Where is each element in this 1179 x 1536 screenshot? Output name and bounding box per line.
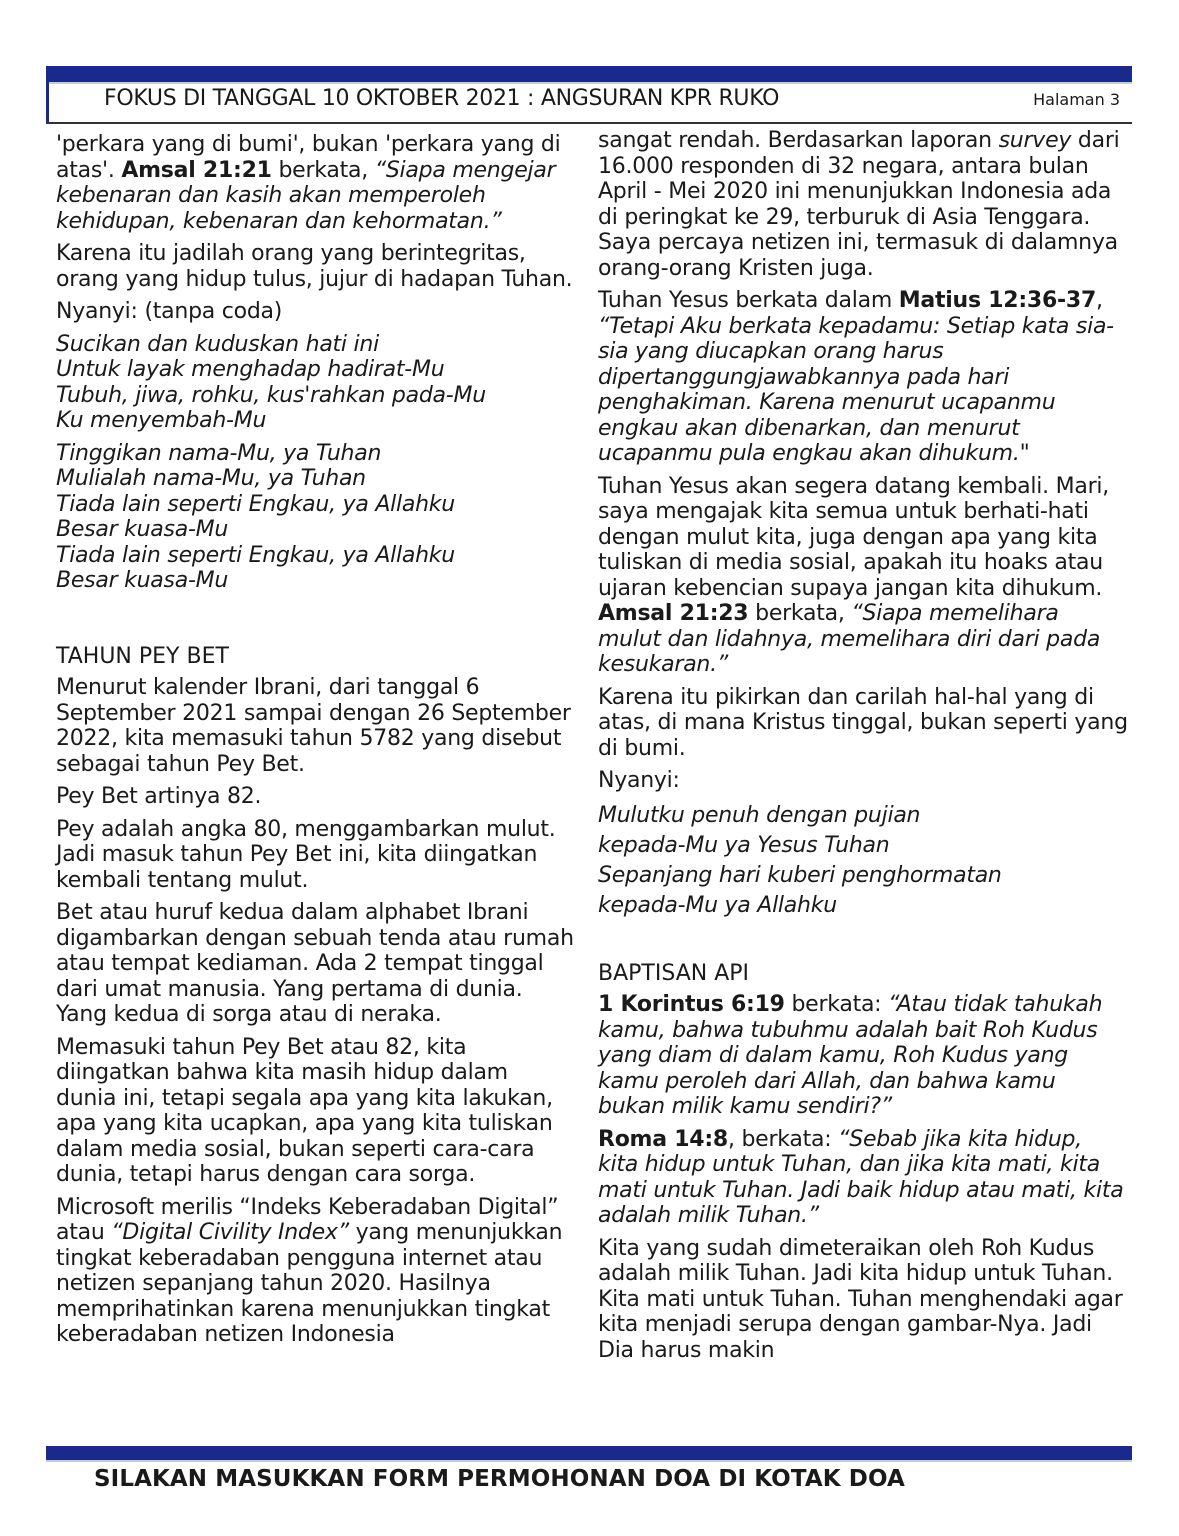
paragraph: Microsoft merilis “Indeks Keberadaban Digital” atau “Digital Civility Index” yang menunjukkan tingkat keberadaban pengguna internet atau netizen sepanjang tahun 2020. Hasilnya memprihatinkan karena menunjukkan tingkat keberadaban netizen Indonesia [56, 1194, 563, 1347]
header-rule [46, 122, 1132, 124]
song-line: kepada-Mu ya Allahku [598, 892, 837, 918]
paragraph: Menurut kalender Ibrani, dari tanggal 6 September 2021 sampai dengan 26 September 2022, kita memasuki tahun 5782 yang disebut sebagai tahun Pey Bet. [56, 675, 571, 777]
paragraph: 'perkara yang di bumi', bukan 'perkara yang di atas'. Amsal 21:21 berkata, “Siapa mengejar kebenaran dan kasih akan memperoleh kehidupan, kebenaran dan kehormatan.” [56, 132, 561, 234]
scripture-quote: “Atau tidak tahukah kamu, bahwa tubuhmu adalah bait Roh Kudus yang diam di dalam kamu, Roh Kudus yang kamu peroleh dari Allah, dan bahwa kamu bukan milik kamu sendiri?” [598, 992, 1103, 1119]
song-line: Tiada lain seperti Engkau, ya Allahku [56, 491, 455, 517]
page-header [46, 86, 1132, 120]
song-line: Sepanjang hari kuberi penghormatan [598, 862, 1002, 888]
song-verse [56, 332, 574, 434]
paragraph: Memasuki tahun Pey Bet atau 82, kita diingatkan bahwa kita masih hidup dalam dunia ini, tetapi segala apa yang kita lakukan, apa yang kita ucapkan, apa yang kita tuliskan dalam media sosial, bukan seperti cara-cara dunia, tetapi harus dengan cara sorga. [56, 1034, 553, 1187]
scripture-reference: Amsal 21:23 [598, 601, 749, 626]
paragraph: Pey Bet artinya 82. [56, 784, 262, 809]
paragraph: Tuhan Yesus berkata dalam Matius 12:36-37, “Tetapi Aku berkata kepadamu: Setiap kata sia-sia yang diucapkan orang harus dipertanggungjawabkannya pada hari penghakiman. Karena menurut ucapanmu engkau akan dibenarkan, dan menurut ucapanmu pula engkau akan dihukum." [598, 288, 1114, 466]
paragraph: Pey adalah angka 80, menggambarkan mulut. Jadi masuk tahun Pey Bet ini, kita diingatkan kembali tentang mulut. [56, 816, 556, 893]
scripture-reference: 1 Korintus 6:19 [598, 992, 785, 1017]
header-top-bar [46, 66, 1132, 82]
scripture-quote: “Siapa memelihara mulut dan lidahnya, memelihara diri dari pada kesukaran.” [598, 601, 1101, 677]
song-line: Mulutku penuh dengan pujian [598, 802, 921, 828]
footer-bar-shadow [46, 1460, 1132, 1462]
paragraph: Karena itu pikirkan dan carilah hal-hal yang di atas, di mana Kristus tinggal, bukan seperti yang di bumi. [598, 684, 1128, 761]
page-number: Halaman 3 [1033, 90, 1120, 109]
left-column [56, 132, 574, 1348]
song-line: Sucikan dan kuduskan hati ini [56, 331, 379, 357]
scripture-reference: Amsal 21:21 [121, 157, 272, 183]
song-line: Untuk layak menghadap hadirat-Mu [56, 357, 445, 382]
scripture-quote: “Sebab jika kita hidup, kita hidup untuk Tuhan, dan jika kita mati, kita mati untuk Tuhan. Jadi baik hidup atau mati, kita adalah milik Tuhan.” [598, 1126, 1124, 1228]
paragraph: Karena itu jadilah orang yang berintegritas, orang yang hidup tulus, jujur di hadapan Tuhan. [56, 241, 573, 292]
paragraph: Bet atau huruf kedua dalam alphabet Ibrani digambarkan dengan sebuah tenda atau rumah atau tempat kediaman. Ada 2 tempat tinggal dari umat manusia. Yang pertama di dunia. Yang kedua di sorga atau di neraka. [56, 900, 574, 1027]
scripture-quote: “Tetapi Aku berkata kepadamu: Setiap kata sia-sia yang diucapkan orang harus dipertanggungjawabkannya pada hari penghakiman. Karena menurut ucapanmu engkau akan dibenarkan, dan menurut ucapanmu pula engkau akan dihukum." [598, 313, 1114, 466]
footer-notice: SILAKAN MASUKKAN FORM PERMOHONAN DOA DI KOTAK DOA [94, 1466, 905, 1492]
song-line: Mulialah nama-Mu, ya Tuhan [56, 466, 366, 491]
song-line: Ku menyembah-Mu [56, 408, 267, 433]
song-line: Besar kuasa-Mu [56, 517, 229, 542]
section-heading: TAHUN PEY BET [56, 643, 229, 669]
right-column [598, 128, 1128, 1363]
scripture-quote: “Siapa mengejar kebenaran dan kasih akan memperoleh kehidupan, kebenaran dan kehormatan.” [56, 157, 556, 234]
song-line: kepada-Mu ya Yesus Tuhan [598, 832, 890, 858]
song-line: Tiada lain seperti Engkau, ya Allahku [56, 542, 455, 568]
scripture-reference: Roma 14:8 [598, 1126, 728, 1152]
paragraph: Roma 14:8, berkata: “Sebab jika kita hidup, kita hidup untuk Tuhan, dan jika kita mati, kita mati untuk Tuhan. Jadi baik hidup atau mati, kita adalah milik Tuhan.” [598, 1126, 1124, 1228]
header-title: FOKUS DI TANGGAL 10 OKTOBER 2021 : ANGSURAN KPR RUKO [104, 86, 780, 111]
paragraph: sangat rendah. Berdasarkan laporan survey dari 16.000 responden di 32 negara, antara bulan April - Mei 2020 ini menunjukkan Indonesia ada di peringkat ke 29, terburuk di Asia Tenggara. Saya percaya netizen ini, termasuk di dalamnya orang-orang Kristen juga. [598, 128, 1120, 281]
paragraph: Kita yang sudah dimeteraikan oleh Roh Kudus adalah milik Tuhan. Jadi kita hidup untuk Tuhan. Kita mati untuk Tuhan. Tuhan menghendaki agar kita menjadi serupa dengan gambar-Nya. Jadi Dia harus makin [598, 1235, 1123, 1363]
footer-bar [46, 1446, 1132, 1460]
paragraph: 1 Korintus 6:19 berkata: “Atau tidak tahukah kamu, bahwa tubuhmu adalah bait Roh Kudus yang diam di dalam kamu, Roh Kudus yang kamu peroleh dari Allah, dan bahwa kamu bukan milik kamu sendiri?” [598, 992, 1103, 1119]
header-top-bar-shadow [46, 82, 1132, 84]
paragraph: Tuhan Yesus akan segera datang kembali. Mari, saya mengajak kita semua untuk berhati-hati dengan mulut kita, juga dengan apa yang kita tuliskan di media sosial, apakah itu hoaks atau ujaran kebencian supaya jangan kita dihukum. Amsal 21:23 berkata, “Siapa memelihara mulut dan lidahnya, memelihara diri dari pada kesukaran.” [598, 473, 1109, 677]
song-line: Tinggikan nama-Mu, ya Tuhan [56, 440, 382, 466]
song-label: Nyanyi: (tanpa coda) [56, 299, 283, 324]
song-chorus [56, 441, 574, 594]
song-line: Besar kuasa-Mu [56, 568, 229, 593]
song-verse [598, 801, 1128, 921]
scripture-reference: Matius 12:36-37 [898, 288, 1097, 313]
song-line: Tubuh, jiwa, rohku, kus'rahkan pada-Mu [56, 382, 486, 408]
song-label: Nyanyi: [598, 768, 680, 793]
section-heading: BAPTISAN API [598, 960, 750, 986]
